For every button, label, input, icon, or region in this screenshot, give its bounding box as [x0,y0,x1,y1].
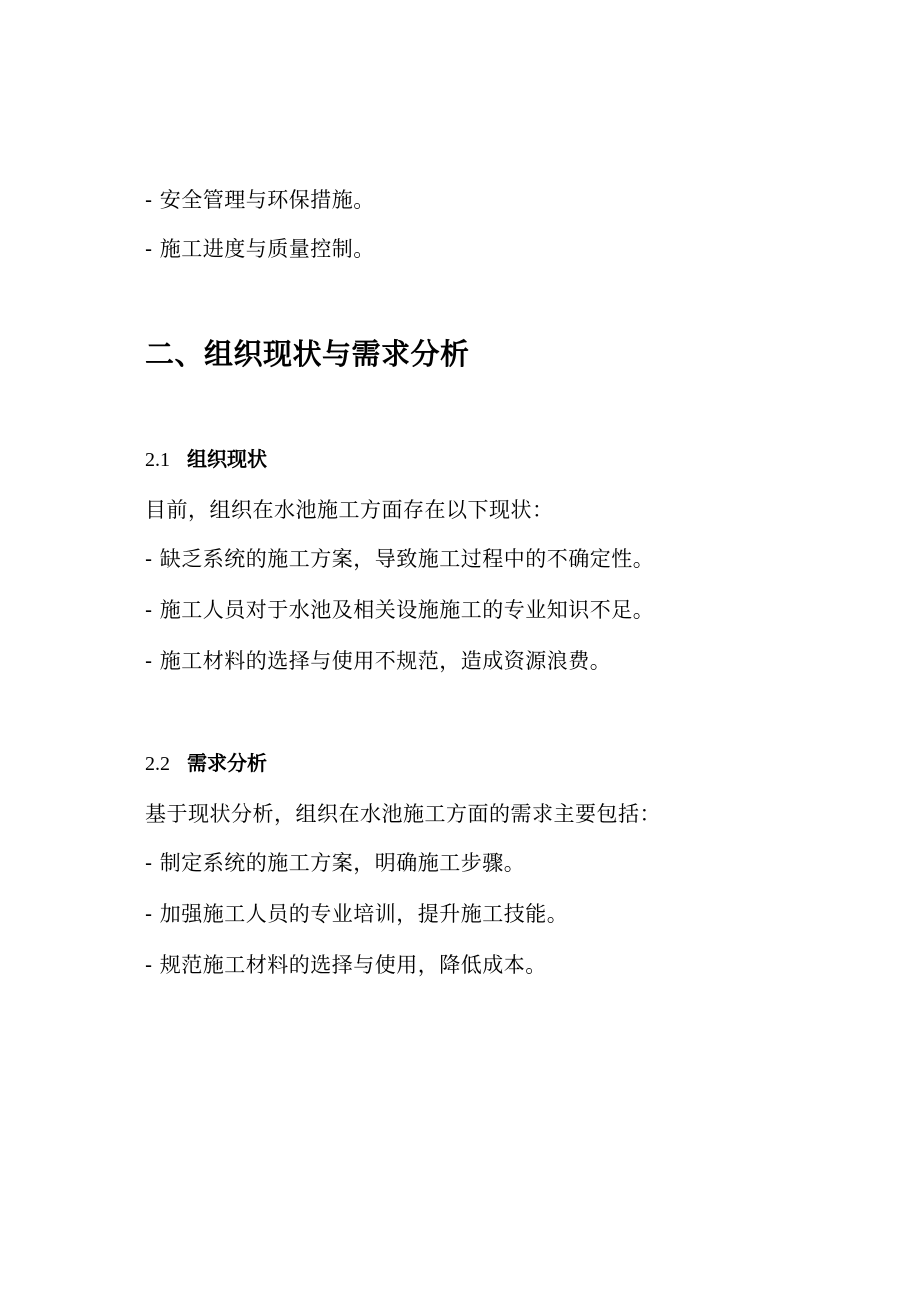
subsection-number: 2.1 [145,449,170,471]
paragraph: 基于现状分析，组织在水池施工方面的需求主要包括： [145,802,661,826]
list-item: - 安全管理与环保措施。 [145,188,375,212]
subsection-title: 组织现状 [187,447,267,471]
paragraph: 目前，组织在水池施工方面存在以下现状： [145,498,554,522]
list-item: - 施工人员对于水池及相关设施施工的专业知识不足。 [145,598,655,622]
subsection-heading [145,446,267,473]
list-item: - 缺乏系统的施工方案，导致施工过程中的不确定性。 [145,547,655,571]
subsection-number: 2.2 [145,753,170,775]
list-item: - 施工进度与质量控制。 [145,237,375,261]
list-item: - 加强施工人员的专业培训，提升施工技能。 [145,902,569,926]
subsection-heading [145,750,267,777]
subsection-title: 需求分析 [187,751,267,775]
list-item: - 制定系统的施工方案，明确施工步骤。 [145,851,526,875]
section-heading: 二、组织现状与需求分析 [145,337,470,371]
list-item: - 施工材料的选择与使用不规范，造成资源浪费。 [145,649,612,673]
list-item: - 规范施工材料的选择与使用，降低成本。 [145,953,547,977]
